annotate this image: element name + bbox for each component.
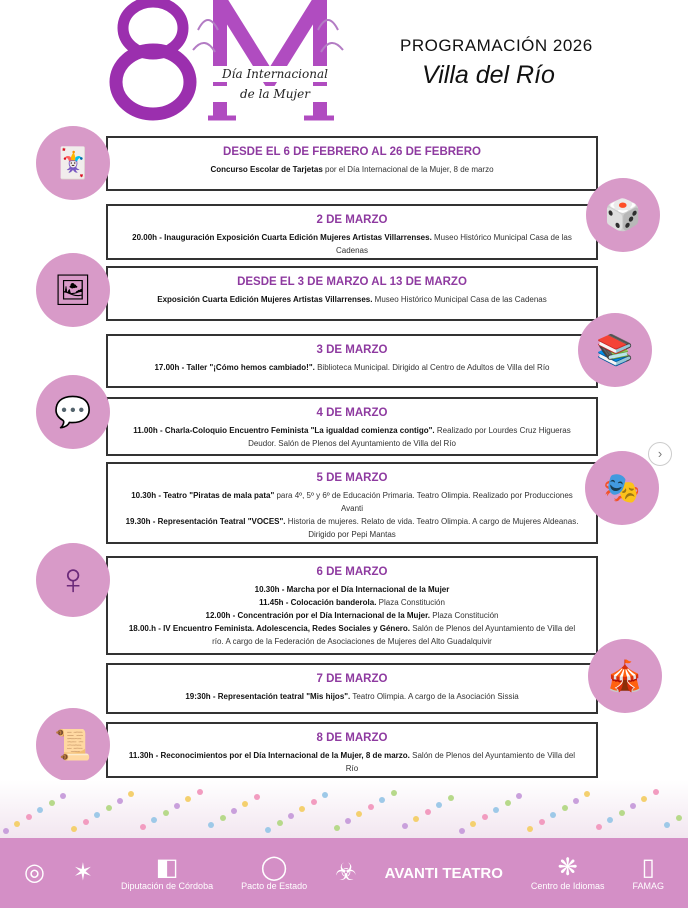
flower	[322, 792, 328, 798]
event-detail: Realizado por Lourdes Cruz Higueras Deudor. Salón de Plenos del Ayuntamiento de Villa del Río	[248, 426, 571, 448]
flower	[607, 817, 613, 823]
flower	[573, 798, 579, 804]
pacto-estado-logo	[241, 855, 307, 892]
flower	[231, 808, 237, 814]
flower	[14, 821, 20, 827]
event-line	[108, 749, 596, 775]
flower	[550, 812, 556, 818]
event-date: DESDE EL 6 DE FEBRERO AL 26 DE FEBRERO	[223, 146, 481, 158]
event-highlight: 11.00h - Charla-Coloquio Encuentro Feminista "La igualdad comienza contigo".	[133, 426, 435, 435]
flower	[128, 791, 134, 797]
event-detail: Museo Histórico Municipal Casa de las Cadenas	[335, 233, 572, 255]
event-highlight: Concurso Escolar de Tarjetas	[210, 165, 323, 174]
flower	[379, 797, 385, 803]
event-highlight: 11.30h - Reconocimientos por el Día Internacional de la Mujer, 8 de marzo.	[128, 751, 410, 760]
next-arrow-button[interactable]: ›	[648, 442, 672, 466]
event-detail: Museo Histórico Municipal Casa de las Cadenas	[372, 295, 547, 304]
event-box	[106, 266, 598, 321]
event-detail: por el Día Internacional de la Mujer, 8 de marzo	[322, 165, 494, 174]
flower	[402, 823, 408, 829]
flower	[448, 795, 454, 801]
event-highlight: 11.45h - Colocación banderola.	[259, 598, 377, 607]
logo-mark-icon: ◧	[155, 853, 179, 881]
flower	[539, 819, 545, 825]
flower	[26, 814, 32, 820]
flower	[3, 828, 9, 834]
chat-icon: 💬	[36, 375, 110, 449]
flower	[334, 825, 340, 831]
diputacion-cordoba-logo	[121, 855, 213, 892]
concejalia-seal-logo	[24, 860, 45, 886]
flower	[299, 806, 305, 812]
event-detail: para 4º, 5º y 6º de Educación Primaria. Teatro Olimpia. Realizado por Producciones Avanti	[274, 491, 573, 513]
logo-mark-icon: ◎	[23, 859, 45, 886]
flower	[356, 811, 362, 817]
event-date: 3 DE MARZO	[316, 344, 388, 356]
cards-icon: 🃏	[36, 126, 110, 200]
flower	[288, 813, 294, 819]
flower	[345, 818, 351, 824]
event-detail: Salón de Plenos del Ayuntamiento de Villa del Río	[345, 751, 576, 773]
event-box	[106, 397, 598, 456]
flower	[641, 796, 647, 802]
flower	[584, 791, 590, 797]
event-line	[108, 489, 596, 515]
event-detail: Plaza Constitución	[430, 611, 499, 620]
event-date: DESDE EL 3 DE MARZO AL 13 DE MARZO	[237, 276, 467, 288]
logo-mark-icon: ◯	[260, 853, 288, 881]
flower	[596, 824, 602, 830]
flower	[311, 799, 317, 805]
flower	[254, 794, 260, 800]
flower	[94, 812, 100, 818]
event-box	[106, 334, 598, 388]
flower	[413, 816, 419, 822]
event-line	[108, 231, 596, 257]
event-box	[106, 462, 598, 544]
event-highlight: 20.00h - Inauguración Exposición Cuarta Edición Mujeres Artistas Villarrenses.	[132, 233, 432, 242]
centro-idiomas-logo	[531, 855, 605, 892]
flower	[425, 809, 431, 815]
event-highlight: 12.00h - Concentración por el Día Internacional de la Mujer.	[205, 611, 431, 620]
logo-label: Diputación de Córdoba	[121, 880, 214, 891]
event-box	[106, 663, 598, 714]
flower	[653, 789, 659, 795]
event-box	[106, 556, 598, 655]
logo-label: AVANTI TEATRO	[384, 864, 503, 882]
event-highlight: 10.30h - Marcha por el Día Internacional de la Mujer	[254, 585, 450, 594]
flower	[117, 798, 123, 804]
flower	[436, 802, 442, 808]
event-date: 8 DE MARZO	[316, 732, 388, 744]
asociacion-mujeres-sissia-logo	[335, 860, 357, 886]
flower	[208, 822, 214, 828]
event-detail: Salón de Plenos del Ayuntamiento de Villa del río. A cargo de la Federación de Asociaciones de Mujeres del Alto Guadalquivir	[212, 624, 576, 646]
venus-symbol-icon: ♀	[36, 543, 110, 617]
flower	[527, 826, 533, 832]
flower	[493, 807, 499, 813]
flower	[37, 807, 43, 813]
flower	[49, 800, 55, 806]
event-line	[108, 596, 596, 609]
logo-label: Centro de Idiomas	[530, 880, 605, 891]
event-detail: Plaza Constitución	[376, 598, 445, 607]
event-box	[106, 136, 598, 191]
flower	[562, 805, 568, 811]
ayuntamiento-villa-del-rio-logo	[73, 860, 93, 886]
stage-curtain-icon: 🎪	[588, 639, 662, 713]
event-line	[108, 583, 596, 596]
flower	[60, 793, 66, 799]
flower	[197, 789, 203, 795]
theatre-masks-icon: 🎭	[585, 451, 659, 525]
event-line	[108, 293, 596, 306]
flower	[368, 804, 374, 810]
event-date: 2 DE MARZO	[316, 214, 388, 226]
flower	[619, 810, 625, 816]
logo-label: Pacto de Estado	[241, 880, 308, 891]
flower	[505, 800, 511, 806]
flower	[140, 824, 146, 830]
flower-decoration	[0, 780, 688, 838]
logo-label: FAMAG	[632, 880, 664, 891]
town-title: Villa del Río	[422, 61, 555, 89]
flower	[220, 815, 226, 821]
flower	[664, 822, 670, 828]
certificate-icon: 📜	[36, 708, 110, 782]
event-date: 5 DE MARZO	[316, 472, 388, 484]
flower	[516, 793, 522, 799]
logo-mark-icon: ☣	[335, 859, 357, 886]
games-icon: 🎲	[586, 178, 660, 252]
event-line	[108, 515, 596, 541]
sponsor-footer	[0, 838, 688, 908]
flower	[185, 796, 191, 802]
logo-mark-icon: ❋	[557, 853, 578, 881]
event-highlight: Exposición Cuarta Edición Mujeres Artistas Villarrenses.	[157, 295, 373, 304]
event-highlight: 10.30h - Teatro "Piratas de mala pata"	[131, 491, 275, 500]
logo-mark-icon: ✶	[72, 859, 94, 886]
flower	[71, 826, 77, 832]
flower	[459, 828, 465, 834]
flower	[470, 821, 476, 827]
event-detail: Historia de mujeres. Relato de vida. Teatro Olimpia. A cargo de Mujeres Aldeanas. Dirigido por Pepi Mantas	[285, 517, 579, 539]
event-date: 6 DE MARZO	[316, 566, 388, 578]
event-highlight: 18.00.h - IV Encuentro Feminista. Adolescencia, Redes Sociales y Género.	[128, 624, 410, 633]
event-line	[108, 424, 596, 450]
event-highlight: 19.30h - Representación Teatral "VOCES".	[125, 517, 286, 526]
flower	[482, 814, 488, 820]
books-icon: 📚	[578, 313, 652, 387]
event-highlight: 17.00h - Taller "¡Cómo hemos cambiado!".	[154, 363, 315, 372]
program-title: PROGRAMACIÓN 2026	[400, 36, 593, 55]
famag-logo	[632, 855, 664, 892]
flower	[277, 820, 283, 826]
event-line	[108, 690, 596, 703]
event-detail: Biblioteca Municipal. Dirigido al Centro de Adultos de Villa del Río	[314, 363, 550, 372]
flower	[391, 790, 397, 796]
event-line	[108, 609, 596, 622]
flower	[630, 803, 636, 809]
flower	[83, 819, 89, 825]
avanti-teatro-logo	[385, 866, 503, 881]
event-date: 7 DE MARZO	[316, 673, 388, 685]
event-line	[108, 163, 596, 176]
event-date: 4 DE MARZO	[316, 407, 388, 419]
event-detail: Teatro Olimpia. A cargo de la Asociación Sissia	[350, 692, 519, 701]
event-highlight: 19:30h - Representación teatral "Mis hijos".	[185, 692, 351, 701]
flower	[174, 803, 180, 809]
flower	[265, 827, 271, 833]
logo-line-2: de la Mujer	[205, 86, 345, 102]
logo-line-1: Día Internacional	[205, 66, 345, 82]
logo-number-mark	[116, 2, 190, 114]
flower	[106, 805, 112, 811]
event-line	[108, 622, 596, 648]
flower	[676, 815, 682, 821]
logo-mark-icon: ▯	[641, 853, 655, 881]
event-box	[106, 722, 598, 778]
event-line	[108, 361, 596, 374]
8m-logo	[108, 0, 358, 122]
event-box	[106, 204, 598, 260]
art-exhibition-icon: 🖼	[36, 253, 110, 327]
flower	[163, 810, 169, 816]
flower	[242, 801, 248, 807]
flower	[151, 817, 157, 823]
